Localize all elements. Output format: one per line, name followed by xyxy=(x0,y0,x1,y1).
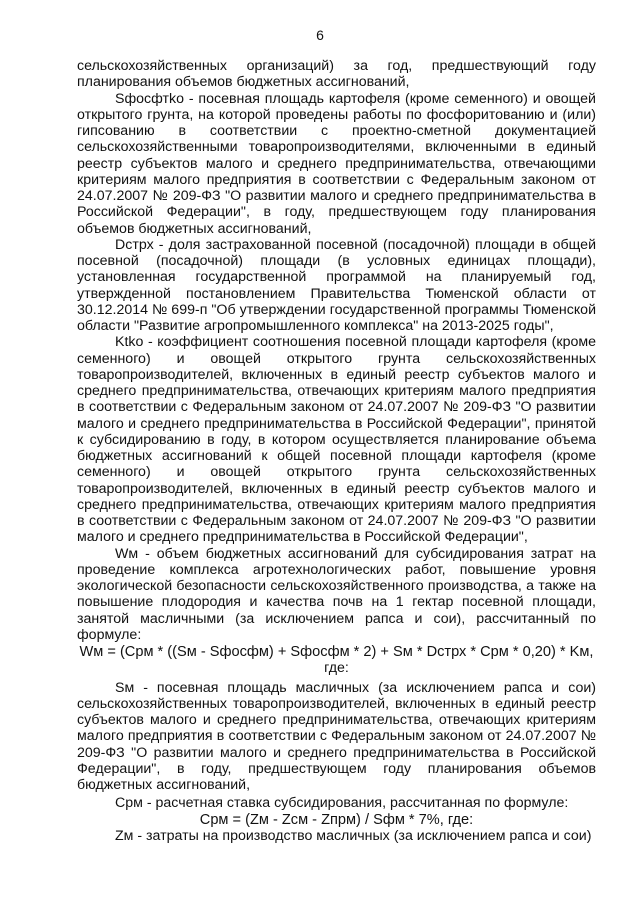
paragraph-wm-definition: Wм - объем бюджетных ассигнований для субсидирования затрат на проведение комплекса агротехнологических работ, повышение уровня экологической безопасности сельскохозяйственного производства, а также на повышение плодородия и качества почв на 1 гектар посевной площади, занятой масличными (за исключением рапса и сои), рассчитанный по формуле: xyxy=(77,545,596,643)
formula-wm: Wм = (Срм * ((Sм - Sфосфм) + Sфосфм * 2) + Sм * Dстрх * Срм * 0,20) * Kм, xyxy=(79,644,594,660)
paragraph-dstrh-definition: Dстрх - доля застрахованной посевной (посадочной) площади в общей посевной (посадочной) площади (в условных единицах площади), установленная государственной программой на планируемый год, утвержденной постановлением Правительства Тюменской области от 30.12.2014 № 699-п "Об утверждении государственной программы Тюменской области "Развитие агропромышленного комплекса" на 2013-2025 годы", xyxy=(77,236,596,334)
page-number: 6 xyxy=(316,27,324,43)
paragraph-sfosftko-definition: Sфосфтko - посевная площадь картофеля (кроме семенного) и овощей открытого грунта, на которой проведены работы по фосфоритованию и (или) гипсованию в соответствии с проектно-сметной документацией сельскохозяйственными товаропроизводителями, включенными в единый реестр субъектов малого и среднего предпринимательства, отвечающими критериям малого предприятия в соответствии с Федеральным законом от 24.07.2007 № 209-ФЗ "О развитии малого и среднего предпринимательства в Российской Федерации", в году, предшествующем году планирования объемов бюджетных ассигнований, xyxy=(77,90,596,237)
paragraph-continuation: сельскохозяйственных организаций) за год, предшествующий году планирования объемов бюджетных ассигнований, xyxy=(77,58,596,91)
paragraph-sm-definition: Sм - посевная площадь масличных (за исключением рапса и сои) сельскохозяйственных товаропроизводителей, включенных в единый реестр субъектов малого и среднего предпринимательства, отвечающих критериям малого предприятия в соответствии с Федеральным законом от 24.07.2007 № 209-ФЗ "О развитии малого и среднего предпринимательства в Российской Федерации", в году, предшествующем году планирования объемов бюджетных ассигнований, xyxy=(77,679,596,793)
paragraph-zm-definition: Zм - затраты на производство масличных (за исключением рапса и сои) xyxy=(115,827,592,844)
formula-crm: Срм = (Zм - Zсм - Zпрм) / Sфм * 7%, где: xyxy=(199,811,474,828)
paragraph-ktko-definition: Ktko - коэффициент соотношения посевной площади картофеля (кроме семенного) и овощей открытого грунта сельскохозяйственных товаропроизводителей, включенных в единый реестр субъектов малого и среднего предпринимательства, отвечающих критериям малого предприятия в соответствии с Федеральным законом от 24.07.2007 № 209-ФЗ "О развитии малого и среднего предпринимательства в Российской Федерации", принятой к субсидированию в году, в котором осуществляется планирование объема бюджетных ассигнований к общей посевной площади картофеля (кроме семенного) и овощей открытого грунта сельскохозяйственных товаропроизводителей, включенных в единый реестр субъектов малого и среднего предпринимательства, отвечающих критериям малого предприятия в соответствии с Федеральным законом от 24.07.2007 № 209-ФЗ "О развитии малого и среднего предпринимательства в Российской Федерации", xyxy=(77,334,596,546)
document-body xyxy=(77,58,596,844)
where-label: где: xyxy=(324,660,349,677)
paragraph-crm-definition: Срм - расчетная ставка субсидирования, рассчитанная по формуле: xyxy=(115,795,569,812)
